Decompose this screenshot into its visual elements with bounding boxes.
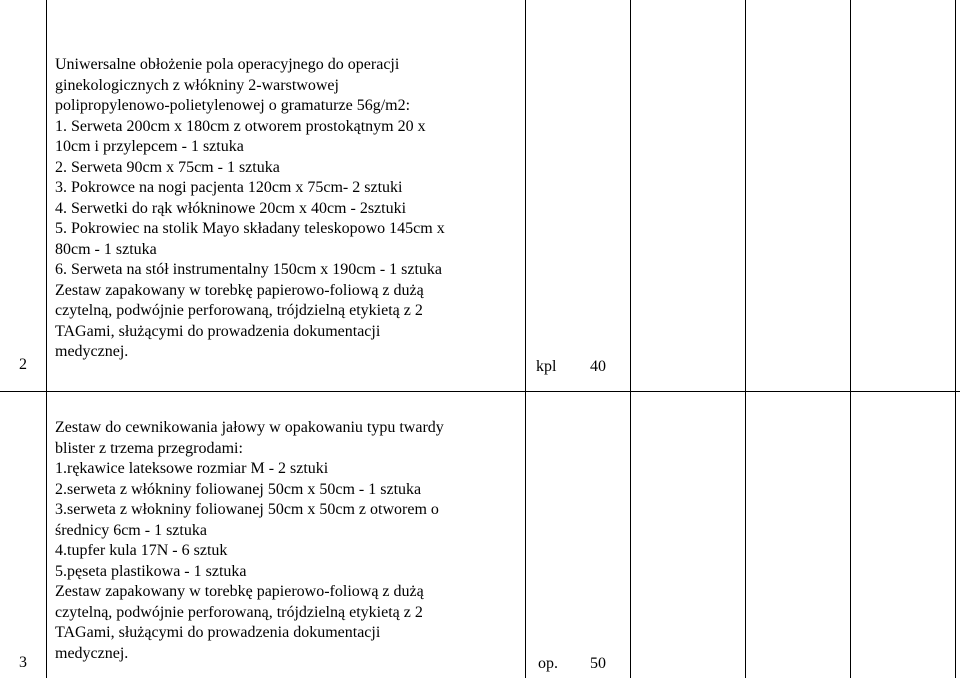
description-line: czytelną, podwójnie perforowaną, trójdzielną etykietą z 2 — [55, 603, 423, 621]
description-line: 4.tupfer kula 17N - 6 sztuk — [55, 542, 228, 559]
column-divider — [955, 0, 956, 678]
description-line: 2. Serweta 90cm x 75cm - 1 sztuka — [55, 158, 280, 176]
description-line: Uniwersalne obłożenie pola operacyjnego do operacji — [55, 56, 400, 73]
row-number: 3 — [19, 654, 27, 671]
description-line: 2.serweta z włókniny foliowanej 50cm x 50cm - 1 sztuka — [55, 480, 422, 498]
description-line: 80cm - 1 sztuka — [55, 240, 157, 258]
column-divider — [525, 0, 526, 678]
quantity-cell: 50 — [590, 655, 606, 672]
description-line: 3.serweta z włokniny foliowanej 50cm x 50cm z otworem o — [55, 501, 439, 518]
column-divider — [745, 0, 746, 678]
description-line: czytelną, podwójnie perforowaną, trójdzielną etykietą z 2 — [55, 302, 423, 319]
description-line: Zestaw zapakowany w torebkę papierowo-foliową z dużą — [55, 281, 424, 299]
description-line: 6. Serweta na stół instrumentalny 150cm x 190cm - 1 sztuka — [55, 261, 443, 278]
description-line: 5.pęseta plastikowa - 1 sztuka — [55, 562, 247, 580]
quantity-cell: 40 — [590, 358, 606, 375]
row-description — [55, 418, 525, 664]
description-line: TAGami, służącymi do prowadzenia dokumentacji — [55, 322, 381, 340]
description-line: 1. Serweta 200cm x 180cm z otworem prostokątnym 20 x — [55, 117, 426, 135]
description-line: Zestaw zapakowany w torebkę papierowo-foliową z dużą — [55, 583, 424, 600]
description-line: blister z trzema przegrodami: — [55, 439, 243, 457]
description-line: medycznej. — [55, 644, 129, 662]
description-line: Zestaw do cewnikowania jałowy w opakowaniu typu twardy — [55, 419, 444, 436]
description-line: 10cm i przylepcem - 1 sztuka — [55, 138, 244, 155]
description-line: 3. Pokrowce na nogi pacjenta 120cm x 75cm- 2 sztuki — [55, 179, 403, 196]
column-divider — [630, 0, 631, 678]
column-divider — [46, 0, 47, 678]
description-line: ginekologicznych z włókniny 2-warstwowej — [55, 76, 339, 94]
column-divider — [850, 0, 851, 678]
description-line: 1.rękawice lateksowe rozmiar M - 2 sztuki — [55, 460, 329, 477]
description-line: 4. Serwetki do rąk włókninowe 20cm x 40cm - 2sztuki — [55, 199, 407, 217]
description-line: TAGami, służącymi do prowadzenia dokumentacji — [55, 624, 381, 641]
description-line: średnicy 6cm - 1 sztuka — [55, 521, 207, 539]
description-line: medycznej. — [55, 343, 129, 360]
description-line: polipropylenowo-polietylenowej o gramaturze 56g/m2: — [55, 97, 411, 114]
row-description — [55, 55, 525, 363]
unit-cell: kpl — [536, 358, 557, 375]
unit-cell: op. — [538, 655, 558, 672]
row-number: 2 — [19, 356, 27, 373]
description-line: 5. Pokrowiec na stolik Mayo składany teleskopowo 145cm x — [55, 220, 445, 237]
row-divider — [0, 391, 960, 392]
